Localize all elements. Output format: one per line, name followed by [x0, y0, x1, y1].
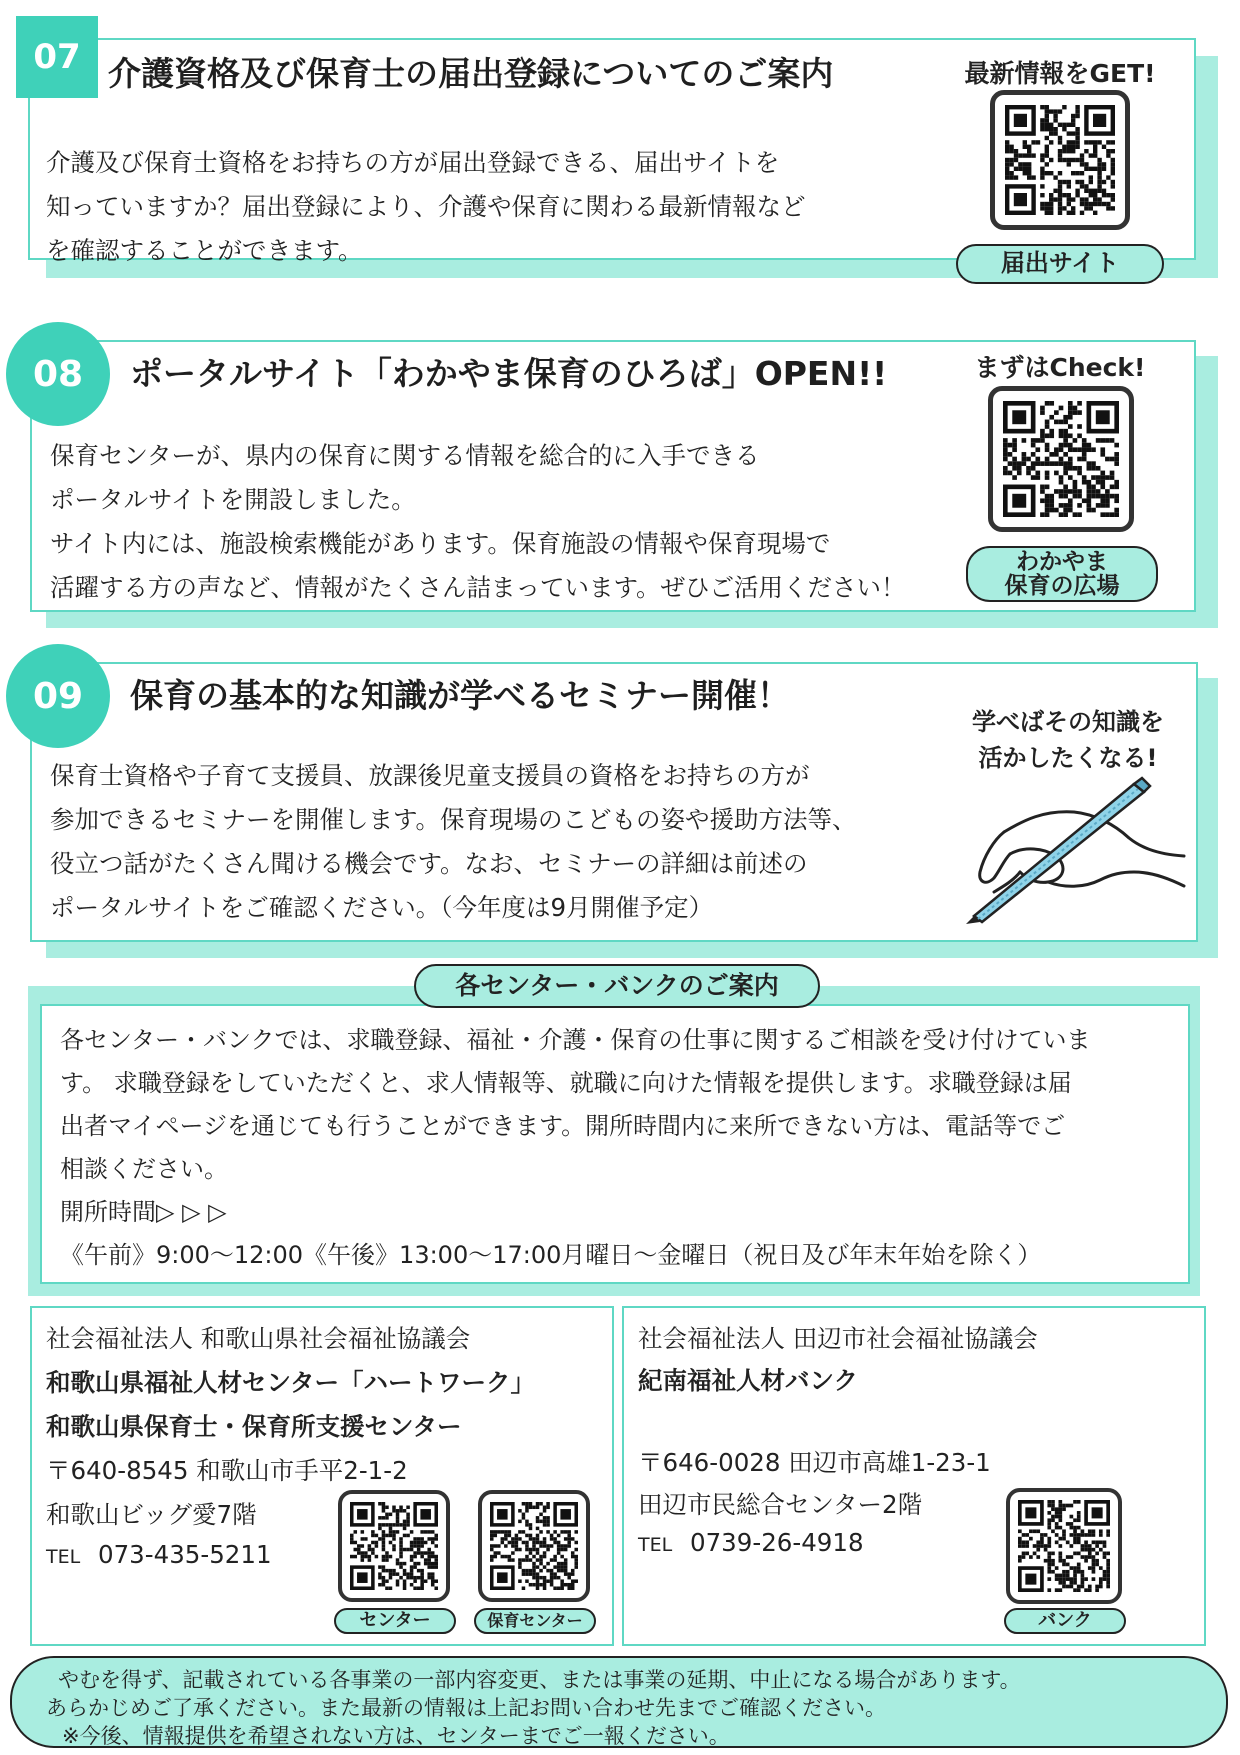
- contact-left-name-1: 和歌山県福祉人材センター「ハートワーク」: [46, 1368, 536, 1397]
- tel-number: 0739-26-4918: [690, 1528, 864, 1557]
- centers-hours-label: 開所時間▷ ▷ ▷: [60, 1198, 227, 1226]
- section-09-line-3: 役立つ話がたくさん聞ける機会です。なお、セミナーの詳細は前述の: [50, 849, 808, 878]
- hand-holding-pen-icon: [944, 776, 1194, 926]
- centers-line-2: す。 求職登録をしていただくと、求人情報等、就職に向けた情報を提供します。求職登録は届: [60, 1069, 1072, 1097]
- section-07-number: 07: [16, 16, 98, 98]
- notice-box: [10, 1656, 1228, 1748]
- qr-code-icon: [350, 1502, 438, 1590]
- section-08-title: ポータルサイト「わかやま保育のひろば」OPEN!!: [130, 354, 888, 393]
- centers-hours: 《午前》9:00～12:00《午後》13:00～17:00月曜日～金曜日（祝日及び年末年始を除く）: [60, 1241, 1042, 1269]
- button-line-1: わかやま: [1016, 548, 1108, 575]
- wakayama-hoiku-hiroba-button[interactable]: [966, 546, 1158, 602]
- section-07-line-2: 知っていますか？届出登録により、介護や保育に関わる最新情報など: [46, 192, 806, 221]
- section-07-qr-code[interactable]: [990, 90, 1130, 230]
- centers-line-3: 出者マイページを通じても行うことができます。開所時間内に来所できない方は、電話等でご: [60, 1112, 1066, 1140]
- section-09-side-line-1: 学べばその知識を: [972, 708, 1164, 736]
- section-09-title: 保育の基本的な知識が学べるセミナー開催！: [130, 676, 790, 715]
- notice-line-3: ※今後、情報提供を希望されない方は、センターまでご一報ください。: [62, 1724, 730, 1748]
- tel-label: TEL: [638, 1534, 673, 1556]
- contact-left-name-2: 和歌山県保育士・保育所支援センター: [46, 1412, 462, 1441]
- notice-line-1: やむを得ず、記載されている各事業の一部内容変更、または事業の延期、中止になる場合があります。: [58, 1668, 1021, 1692]
- section-09-side-line-2: 活かしたくなる!: [978, 744, 1158, 772]
- qr-code-icon: [1018, 1500, 1110, 1592]
- hoiku-center-qr-code[interactable]: [478, 1490, 590, 1602]
- contact-right-tel: [638, 1528, 864, 1557]
- center-qr-code[interactable]: [338, 1490, 450, 1602]
- section-08-qr-caption: まずはCheck!: [974, 353, 1146, 382]
- centers-line-4: 相談ください。: [60, 1155, 228, 1183]
- tel-number: 073-435-5211: [98, 1540, 272, 1569]
- section-08-line-2: ポータルサイトを開設しました。: [50, 485, 416, 514]
- section-08-line-4: 活躍する方の声など、情報がたくさん詰まっています。ぜひご活用ください！: [50, 573, 906, 602]
- qr-code-icon: [1005, 105, 1115, 215]
- section-07-line-1: 介護及び保育士資格をお持ちの方が届出登録できる、届出サイトを: [46, 148, 780, 177]
- section-08-qr-code[interactable]: [988, 386, 1134, 532]
- contact-left-address-1: 〒640-8545 和歌山市手平2-1-2: [46, 1456, 408, 1485]
- todokede-site-button[interactable]: 届出サイト: [956, 244, 1164, 284]
- tel-label: TEL: [46, 1546, 81, 1568]
- contact-left-tel: [46, 1540, 272, 1569]
- contact-right-address-2: 田辺市民総合センター2階: [638, 1490, 923, 1519]
- bank-button[interactable]: バンク: [1004, 1608, 1126, 1634]
- contact-right-address-1: 〒646-0028 田辺市高雄1-23-1: [638, 1448, 991, 1477]
- section-08-line-1: 保育センターが、県内の保育に関する情報を総合的に入手できる: [50, 441, 760, 470]
- bank-qr-code[interactable]: [1006, 1488, 1122, 1604]
- section-07-title: 介護資格及び保育士の届出登録についてのご案内: [108, 54, 834, 93]
- button-line-2: 保育の広場: [1004, 573, 1120, 599]
- centers-title: 各センター・バンクのご案内: [414, 964, 820, 1008]
- section-09-line-1: 保育士資格や子育て支援員、放課後児童支援員の資格をお持ちの方が: [50, 761, 810, 790]
- qr-code-icon: [490, 1502, 578, 1590]
- center-button[interactable]: センター: [334, 1608, 456, 1634]
- section-08-line-3: サイト内には、施設検索機能があります。保育施設の情報や保育現場で: [50, 529, 831, 558]
- section-08-number: 08: [6, 322, 110, 426]
- contact-left-org: 社会福祉法人 和歌山県社会福祉協議会: [46, 1324, 471, 1353]
- hoiku-center-button[interactable]: 保育センター: [474, 1608, 596, 1634]
- section-07-line-3: を確認することができます。: [46, 236, 363, 265]
- section-07-qr-caption: 最新情報をGET!: [964, 59, 1156, 88]
- contact-right-name-1: 紀南福祉人材バンク: [638, 1366, 859, 1395]
- notice-line-2: あらかじめご了承ください。また最新の情報は上記お問い合わせ先までご確認ください。: [46, 1696, 886, 1720]
- section-09-line-2: 参加できるセミナーを開催します。保育現場のこどもの姿や援助方法等、: [50, 805, 857, 834]
- contact-left-address-2: 和歌山ビッグ愛7階: [46, 1500, 257, 1529]
- qr-code-icon: [1003, 401, 1119, 517]
- section-09-number: 09: [6, 644, 110, 748]
- centers-line-1: 各センター・バンクでは、求職登録、福祉・介護・保育の仕事に関するご相談を受け付けていま: [60, 1026, 1091, 1054]
- contact-right-org: 社会福祉法人 田辺市社会福祉協議会: [638, 1324, 1038, 1353]
- section-09-line-4: ポータルサイトをご確認ください。（今年度は9月開催予定）: [50, 893, 714, 922]
